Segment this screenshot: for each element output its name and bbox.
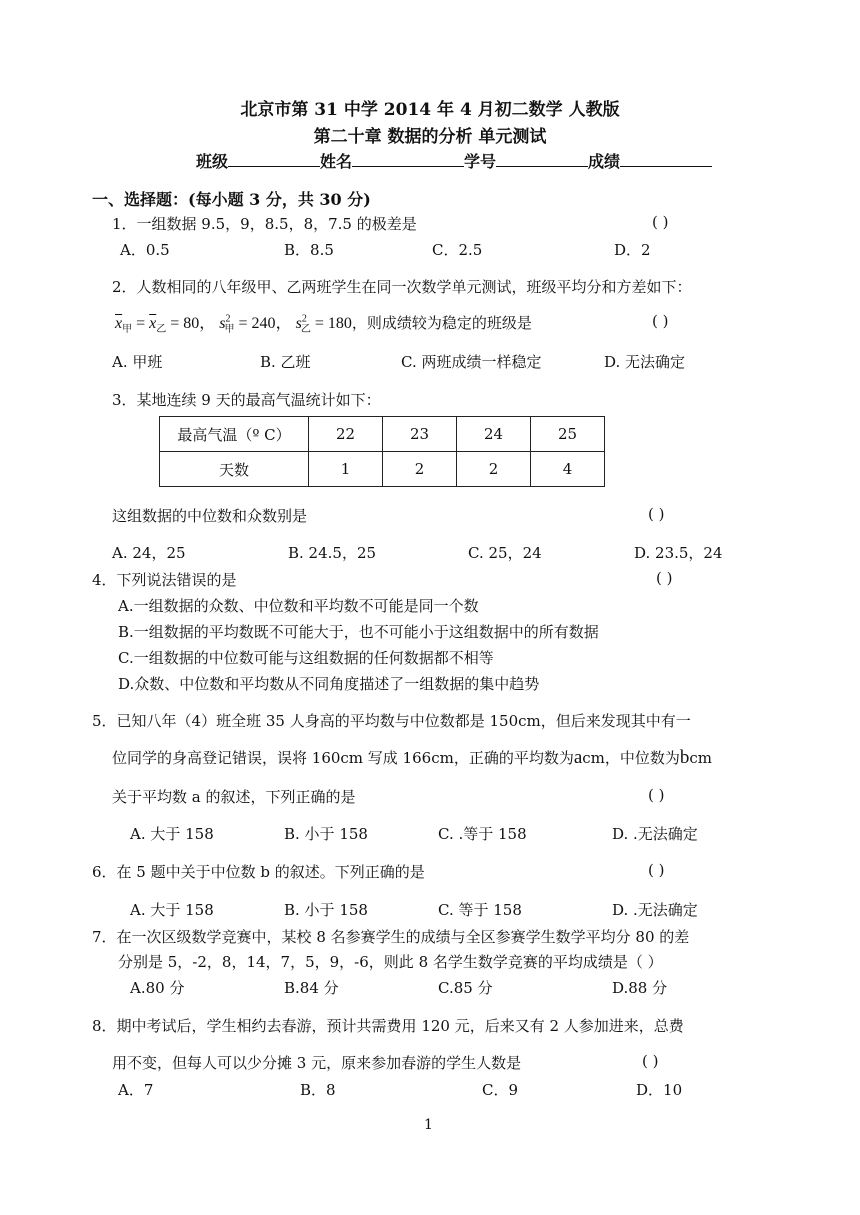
q4-option-d: D.众数、中位数和平均数从不同角度描述了一组数据的集中趋势 [118,675,540,693]
q1-stem: 1．一组数据 9.5，9，8.5，8，7.5 的极差是 [112,215,417,233]
q2-option-d: D. 无法确定 [604,353,686,371]
table-cell: 2 [457,452,531,487]
q1-option-a: A．0.5 [120,241,170,259]
sub-jia: 甲 [122,324,133,336]
sup-2-yi: 2 [301,313,307,325]
q7-option-d: D.88 分 [612,979,668,997]
q7-line-2: 分别是 5，-2，8，14，7，5，9，-6，则此 8 名学生数学竞赛的平均成绩是（ ） [118,953,663,971]
q4-option-b: B.一组数据的平均数既不可能大于，也不可能小于这组数据中的所有数据 [118,623,599,641]
q4-option-c: C.一组数据的中位数可能与这组数据的任何数据都不相等 [118,649,494,667]
id-blank[interactable] [496,152,588,167]
id-label: 学号 [464,152,497,171]
table-cell: 4 [531,452,605,487]
q8-line-1: 8．期中考试后，学生相约去春游，预计共需费用 120 元，后来又有 2 人参加进来，总费 [92,1017,684,1035]
class-blank[interactable] [228,152,320,167]
q2-option-a: A. 甲班 [112,353,163,371]
q3-stem: 3．某地连续 9 天的最高气温统计如下： [112,391,381,409]
q2-answer-paren: ( ) [652,312,669,330]
q7-option-c: C.85 分 [438,979,493,997]
page-number: 1 [424,1117,433,1133]
sub-yi: 乙 [156,324,167,336]
table-row-days [160,452,605,487]
q5-var-b: b [679,747,690,768]
score-blank[interactable] [620,152,712,167]
q5-option-c: C. .等于 158 [438,825,527,843]
q4-answer-paren: ( ) [656,569,673,587]
section-heading: 一、选择题：(每小题 3 分，共 30 分) [92,190,371,209]
q3-option-a: A. 24，25 [112,544,186,562]
var-yi-value: = 180 [314,315,352,332]
temperature-table [159,416,605,487]
name-label: 姓名 [320,152,353,171]
var-jia-value: = 240 [238,315,276,332]
q5-option-d: D. .无法确定 [612,825,698,843]
q5-line-2-b: cm，中位数为 [582,749,680,767]
q2-stem: 2．人数相同的八年级甲、乙两班学生在同一次数学单元测试，班级平均分和方差如下： [112,278,692,296]
q8-option-d: D．10 [636,1081,683,1099]
q5-line-2-c: cm [689,749,713,767]
q1-option-b: B．8.5 [284,241,334,259]
q5-line-2-a: 位同学的身高登记错误，误将 160cm 写成 166cm，正确的平均数为 [112,749,574,767]
q3-question: 这组数据的中位数和众数别是 [112,507,308,525]
q6-option-b: B. 小于 158 [284,901,368,919]
q5-line-1: 5．已知八年（4）班全班 35 人身高的平均数与中位数都是 150cm，但后来发现其中有一 [92,712,691,730]
q2-option-c: C. 两班成绩一样稳定 [401,353,542,371]
q6-option-a: A. 大于 158 [130,901,214,919]
mean-jia-symbol: $\overline{x}$ [115,315,123,332]
q6-option-d: D. .无法确定 [612,901,698,919]
mean-value: = 80 [170,315,200,332]
table-header-days: 天数 [160,452,309,487]
q1-option-c: C．2.5 [432,241,483,259]
q3-answer-paren: ( ) [648,505,665,523]
student-info-line [196,149,712,172]
q6-answer-paren: ( ) [648,861,665,879]
sup-2-jia: 2 [225,313,231,325]
title-line-2: 第二十章 数据的分析 单元测试 [313,127,547,147]
table-cell: 2 [383,452,457,487]
q8-option-b: B．8 [300,1081,336,1099]
table-cell: 25 [531,417,605,452]
comma-1: ， [199,315,216,332]
q3-option-b: B. 24.5，25 [288,544,377,562]
q6-option-c: C. 等于 158 [438,901,522,919]
q5-answer-paren: ( ) [648,786,665,804]
q7-line-1: 7．在一次区级数学竞赛中，某校 8 名参赛学生的成绩与全区参赛学生数学平均分 80 的差 [92,928,690,946]
q7-option-b: B.84 分 [284,979,339,997]
q3-option-d: D. 23.5，24 [634,544,723,562]
q2-formula-tail: ，则成绩较为稳定的班级是 [351,314,532,332]
var-jia-symbol: s [219,315,226,332]
q4-option-a: A.一组数据的众数、中位数和平均数不可能是同一个数 [118,597,479,615]
table-cell: 24 [457,417,531,452]
table-row-temps [160,417,605,452]
q5-line-2 [112,747,712,769]
q1-answer-paren: ( ) [652,213,669,231]
mean-yi-symbol: $\overline{x}$ [149,315,157,332]
q3-option-c: C. 25，24 [468,544,542,562]
comma-2: ， [275,315,292,332]
q2-formula: $\overline{x}_甲 = \overline{x}_乙 = 80$， $s^2_甲 = 240$， $s^2_乙 = 180$，则成绩较为稳定的班级是 [115,313,532,336]
q7-option-a: A.80 分 [130,979,185,997]
table-cell: 23 [383,417,457,452]
q5-line-3: 关于平均数 a 的叙述，下列正确的是 [112,788,356,806]
q2-option-b: B. 乙班 [260,353,311,371]
q8-option-a: A．7 [118,1081,154,1099]
sub-yi-2: 乙 [300,324,311,336]
score-label: 成绩 [588,152,621,171]
q8-answer-paren: ( ) [642,1052,659,1070]
class-label: 班级 [196,152,229,171]
sub-jia-2: 甲 [224,324,235,336]
q8-line-2: 用不变，但每人可以少分摊 3 元，原来参加春游的学生人数是 [112,1054,522,1072]
q1-option-d: D．2 [614,241,651,259]
table-cell: 1 [309,452,383,487]
q4-stem: 4．下列说法错误的是 [92,571,237,589]
q6-stem: 6．在 5 题中关于中位数 b 的叙述。下列正确的是 [92,863,425,881]
name-blank[interactable] [352,152,464,167]
var-yi-symbol: s [295,315,302,332]
q8-option-c: C．9 [482,1081,519,1099]
q5-option-b: B. 小于 158 [284,825,368,843]
table-cell: 22 [309,417,383,452]
table-header-temp: 最高气温（º C） [160,417,309,452]
q5-option-a: A. 大于 158 [130,825,214,843]
title-line-1: 北京市第 31 中学 2014 年 4 月初二数学 人教版 [240,100,620,120]
q5-var-a: a [573,747,583,768]
